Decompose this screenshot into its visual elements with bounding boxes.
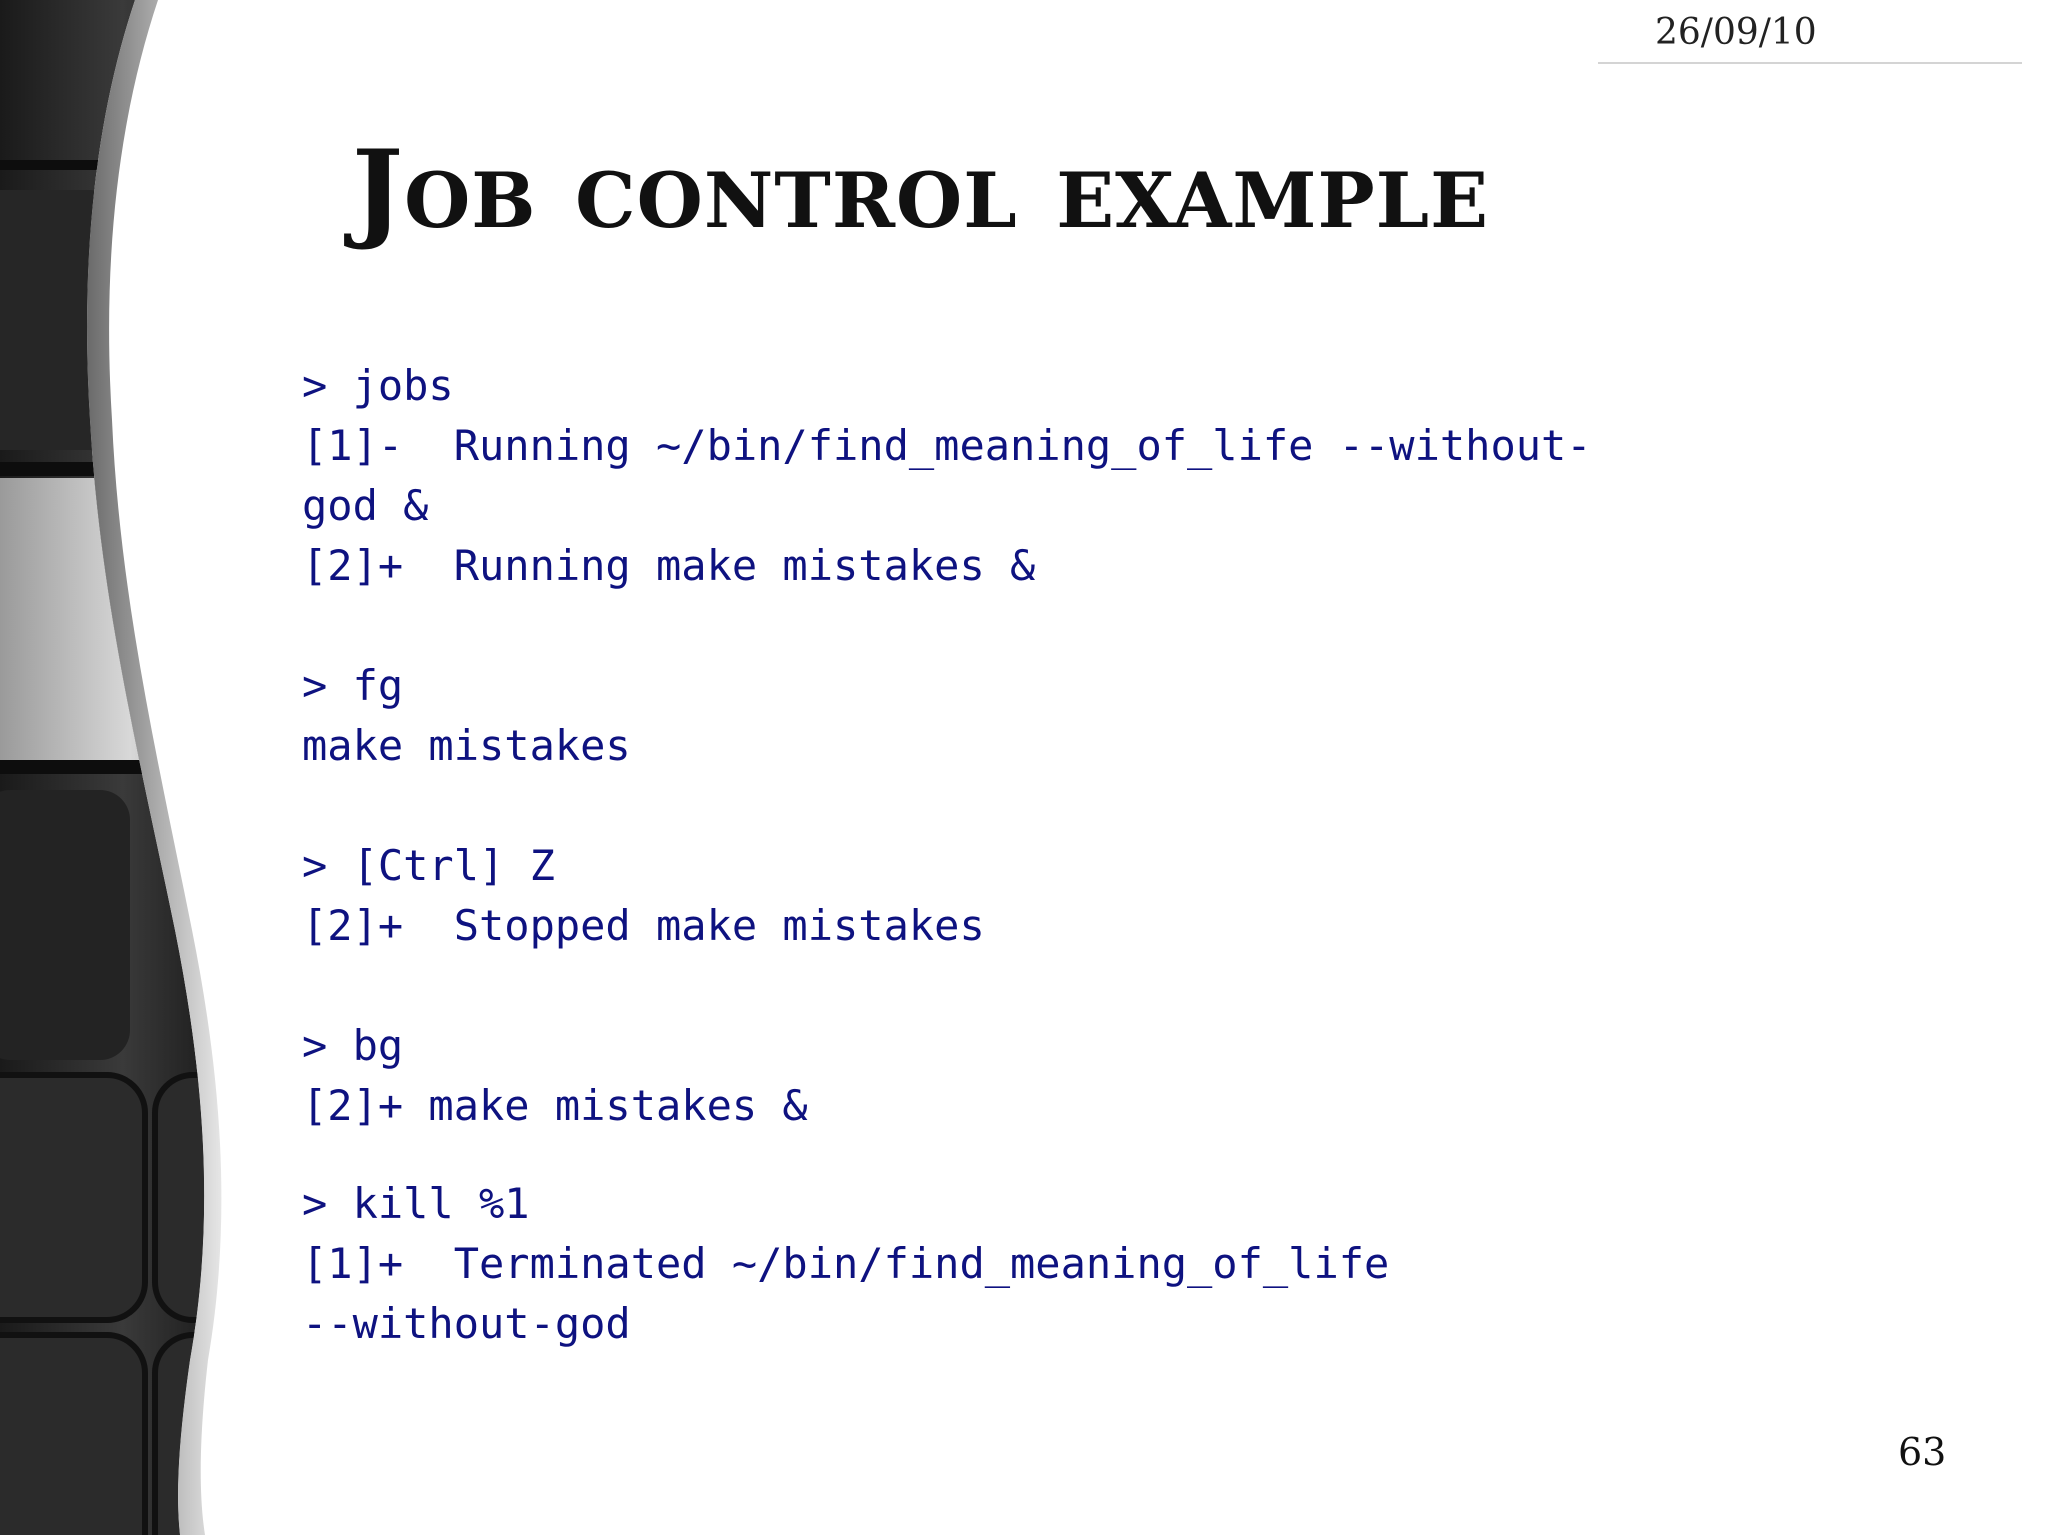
code-line: > jobs <box>302 361 454 410</box>
blank-line <box>302 956 1592 1016</box>
code-line: [2]+ Running make mistakes & <box>302 541 1036 590</box>
blank-line <box>302 596 1592 656</box>
code-line: make mistakes <box>302 721 631 770</box>
code-line: [1]+ Terminated ~/bin/find_meaning_of_life <box>302 1239 1390 1288</box>
code-line: [2]+ Stopped make mistakes <box>302 901 985 950</box>
terminal-transcript <box>302 356 1592 1354</box>
code-line: > kill %1 <box>302 1179 530 1228</box>
code-line: [2]+ make mistakes & <box>302 1081 808 1130</box>
code-line: > fg <box>302 661 404 710</box>
slide-date: 26/09/10 <box>1655 12 1817 53</box>
code-line: > bg <box>302 1021 404 1070</box>
code-line: > [Ctrl] Z <box>302 841 555 890</box>
slide-title: Job control example <box>352 127 1490 253</box>
blank-line <box>302 1136 1592 1174</box>
code-line: [1]- Running ~/bin/find_meaning_of_life --without- <box>302 421 1592 470</box>
code-line: god & <box>302 481 429 530</box>
header-divider <box>1598 62 2022 64</box>
code-line: --without-god <box>302 1299 631 1348</box>
page-number: 63 <box>1898 1430 1947 1474</box>
blank-line <box>302 776 1592 836</box>
